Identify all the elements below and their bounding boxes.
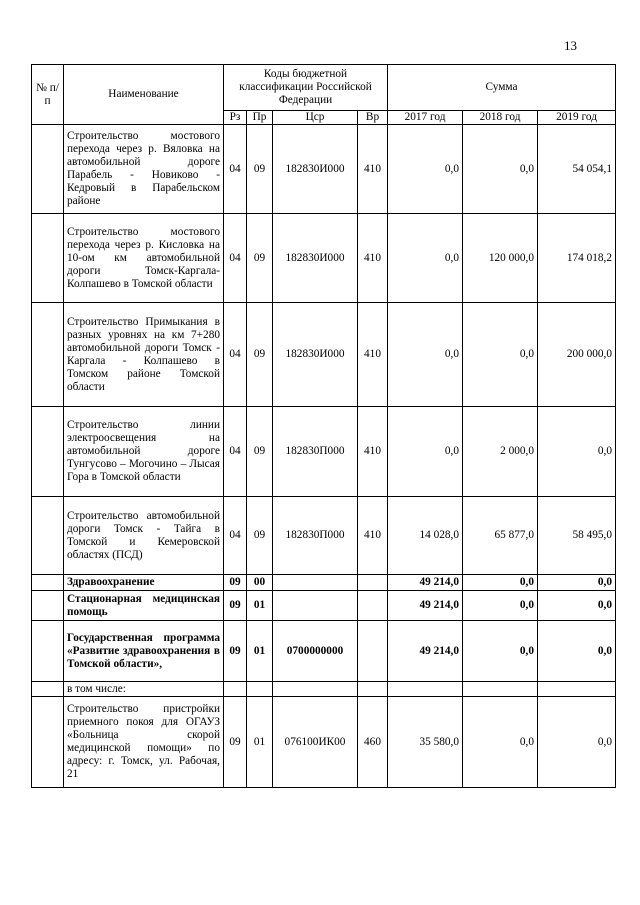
row-2018: 0,0 <box>463 697 538 788</box>
row-rz: 04 <box>224 303 247 407</box>
row-name: Строительство Примыкания в разных уровнях на км 7+280 автомобильной дороги Томск - Каргала - Колпашево в Томском районе Томской области <box>64 303 224 407</box>
row-num <box>32 214 64 303</box>
row-csr: 182830И000 <box>273 125 358 214</box>
row-2017: 49 214,0 <box>388 621 463 682</box>
row-pr: 09 <box>247 407 273 497</box>
row-num <box>32 697 64 788</box>
row-2018: 65 877,0 <box>463 497 538 575</box>
row-csr <box>273 575 358 591</box>
row-name: Строительство автомобильной дороги Томск - Тайга в Томской и Кемеровской областях (ПСД) <box>64 497 224 575</box>
row-2017 <box>388 682 463 697</box>
row-csr: 182830П000 <box>273 497 358 575</box>
row-rz <box>224 682 247 697</box>
row-name: Государственная программа «Развитие здравоохранения в Томской области», <box>64 621 224 682</box>
row-pr: 09 <box>247 497 273 575</box>
header-codes: Коды бюджетной классификации Российской Федерации <box>224 65 388 111</box>
row-pr: 09 <box>247 125 273 214</box>
row-num <box>32 682 64 697</box>
row-num <box>32 591 64 621</box>
header-name: Наименование <box>64 65 224 125</box>
table-row <box>32 591 616 621</box>
row-2019: 0,0 <box>538 621 616 682</box>
row-rz: 04 <box>224 214 247 303</box>
page-number: 13 <box>564 38 577 53</box>
table-row <box>32 125 616 214</box>
row-rz: 04 <box>224 125 247 214</box>
row-2017: 14 028,0 <box>388 497 463 575</box>
table-row <box>32 214 616 303</box>
row-2019: 200 000,0 <box>538 303 616 407</box>
row-2018 <box>463 682 538 697</box>
table-row <box>32 497 616 575</box>
table-row <box>32 682 616 697</box>
row-2017: 49 214,0 <box>388 575 463 591</box>
row-csr: 182830И000 <box>273 303 358 407</box>
row-2018: 0,0 <box>463 591 538 621</box>
row-2019: 0,0 <box>538 697 616 788</box>
row-2018: 2 000,0 <box>463 407 538 497</box>
row-pr: 09 <box>247 303 273 407</box>
header-sum: Сумма <box>388 65 616 111</box>
row-rz: 04 <box>224 407 247 497</box>
row-pr: 01 <box>247 591 273 621</box>
table-row <box>32 303 616 407</box>
row-2018: 0,0 <box>463 125 538 214</box>
row-csr <box>273 591 358 621</box>
table-row <box>32 697 616 788</box>
row-num <box>32 575 64 591</box>
row-vr: 410 <box>358 214 388 303</box>
row-vr: 410 <box>358 497 388 575</box>
row-2019: 54 054,1 <box>538 125 616 214</box>
row-vr <box>358 621 388 682</box>
row-num <box>32 621 64 682</box>
header-num: № п/п <box>32 65 64 125</box>
header-vr: Вр <box>358 111 388 125</box>
row-num <box>32 303 64 407</box>
row-2019: 0,0 <box>538 575 616 591</box>
row-2018: 120 000,0 <box>463 214 538 303</box>
row-vr: 460 <box>358 697 388 788</box>
header-rz: Рз <box>224 111 247 125</box>
row-rz: 09 <box>224 591 247 621</box>
budget-table <box>31 64 616 788</box>
row-name: Здравоохранение <box>64 575 224 591</box>
row-2018: 0,0 <box>463 621 538 682</box>
row-2017: 35 580,0 <box>388 697 463 788</box>
row-name: в том числе: <box>64 682 224 697</box>
row-rz: 09 <box>224 575 247 591</box>
row-2017: 0,0 <box>388 214 463 303</box>
row-csr: 0700000000 <box>273 621 358 682</box>
row-pr: 00 <box>247 575 273 591</box>
header-2018: 2018 год <box>463 111 538 125</box>
row-num <box>32 497 64 575</box>
row-name: Стационарная медицинская помощь <box>64 591 224 621</box>
row-num <box>32 407 64 497</box>
row-pr <box>247 682 273 697</box>
row-rz: 04 <box>224 497 247 575</box>
row-2019: 58 495,0 <box>538 497 616 575</box>
header-csr: Цср <box>273 111 358 125</box>
row-2017: 0,0 <box>388 125 463 214</box>
row-pr: 09 <box>247 214 273 303</box>
row-csr: 182830И000 <box>273 214 358 303</box>
row-num <box>32 125 64 214</box>
row-pr: 01 <box>247 621 273 682</box>
row-rz: 09 <box>224 621 247 682</box>
row-2019: 0,0 <box>538 591 616 621</box>
header-row-top <box>32 65 616 111</box>
row-vr: 410 <box>358 303 388 407</box>
row-name: Строительство мостового перехода через р. Кисловка на 10-ом км автомобильной дороги Томск-Каргала-Колпашево в Томской области <box>64 214 224 303</box>
row-2017: 49 214,0 <box>388 591 463 621</box>
row-csr: 182830П000 <box>273 407 358 497</box>
table-row <box>32 575 616 591</box>
row-vr: 410 <box>358 407 388 497</box>
row-2017: 0,0 <box>388 407 463 497</box>
row-2017: 0,0 <box>388 303 463 407</box>
row-csr <box>273 682 358 697</box>
row-2019 <box>538 682 616 697</box>
row-vr <box>358 591 388 621</box>
row-name: Строительство мостового перехода через р. Вяловка на автомобильной дороге Парабель - Новиково - Кедровый в Парабельском районе <box>64 125 224 214</box>
row-vr: 410 <box>358 125 388 214</box>
row-csr: 076100ИК00 <box>273 697 358 788</box>
row-2018: 0,0 <box>463 303 538 407</box>
row-pr: 01 <box>247 697 273 788</box>
table-row <box>32 621 616 682</box>
header-2019: 2019 год <box>538 111 616 125</box>
row-name: Строительство линии электроосвещения на автомобильной дороге Тунгусово – Могочино – Лысая Гора в Томской области <box>64 407 224 497</box>
header-2017: 2017 год <box>388 111 463 125</box>
row-2019: 174 018,2 <box>538 214 616 303</box>
row-2019: 0,0 <box>538 407 616 497</box>
header-pr: Пр <box>247 111 273 125</box>
table-row <box>32 407 616 497</box>
row-vr <box>358 575 388 591</box>
row-2018: 0,0 <box>463 575 538 591</box>
row-vr <box>358 682 388 697</box>
row-name: Строительство пристройки приемного покоя для ОГАУЗ «Больница скорой медицинской помощи» по адресу: г. Томск, ул. Рабочая, 21 <box>64 697 224 788</box>
row-rz: 09 <box>224 697 247 788</box>
